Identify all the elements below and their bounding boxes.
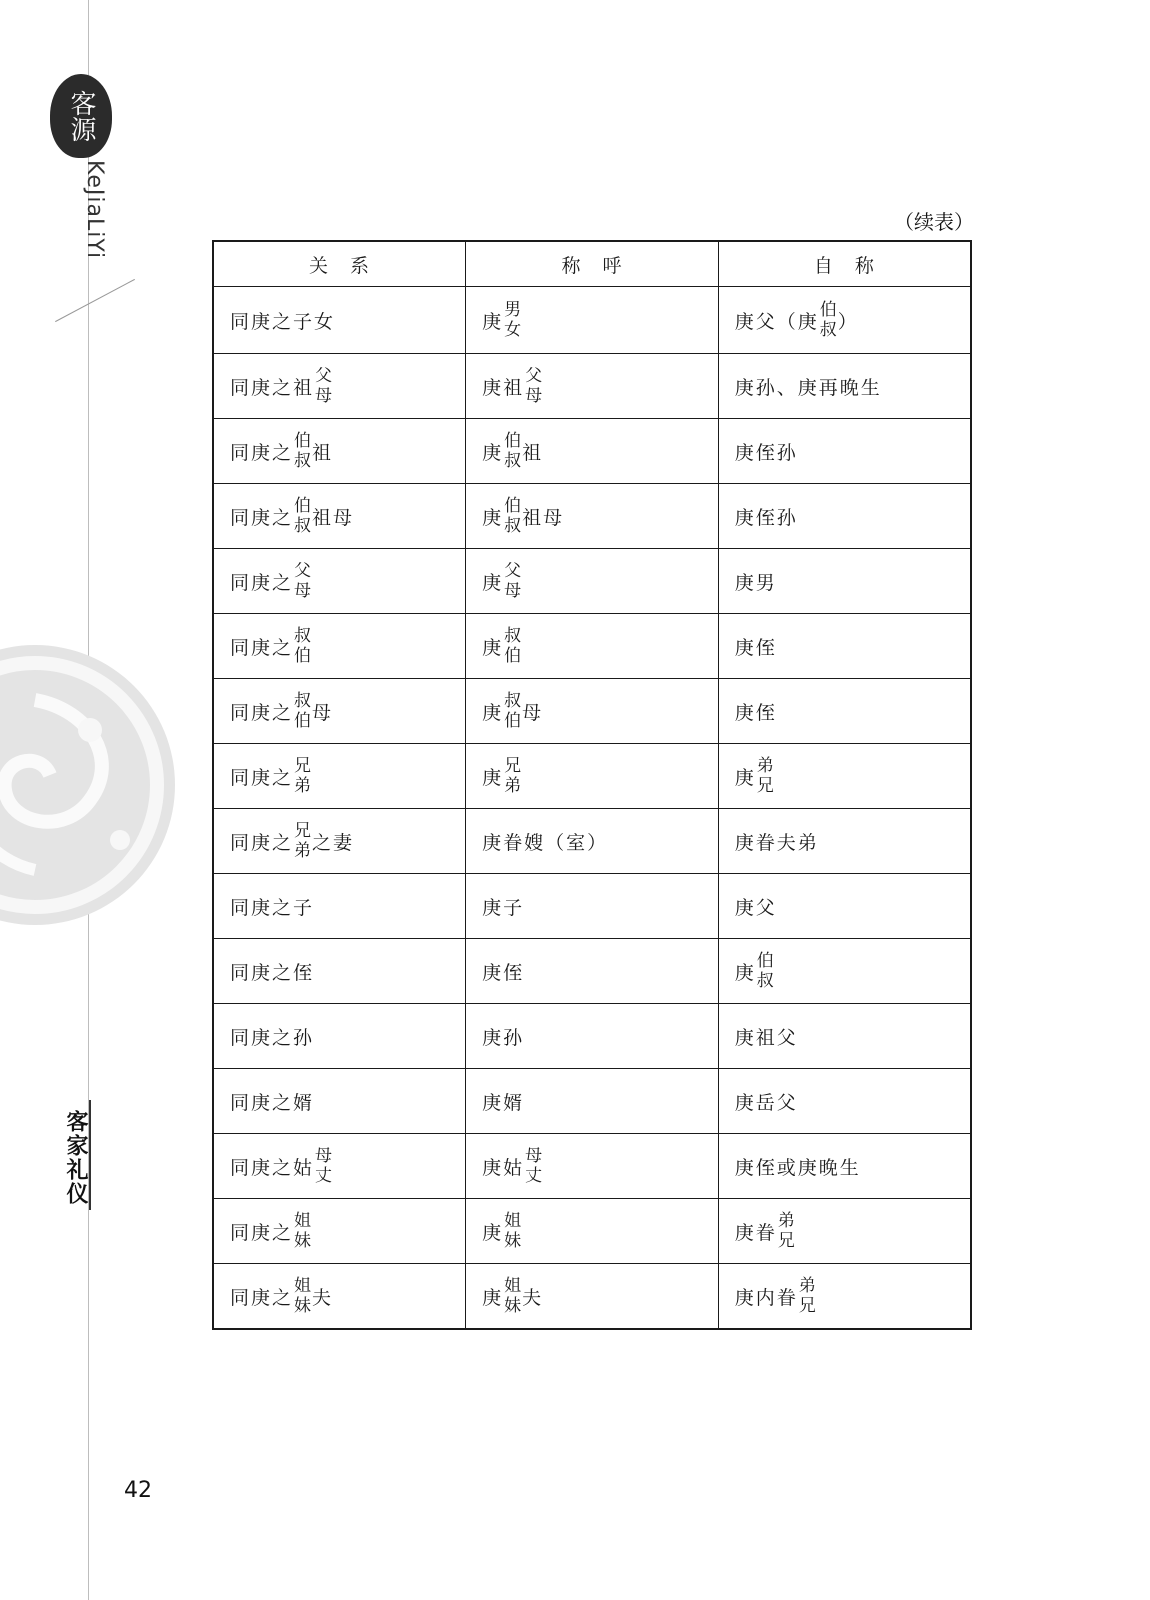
text-tail: 母: [522, 701, 544, 724]
cell-text: [230, 1088, 314, 1115]
cell-text: [482, 1211, 522, 1251]
stacked-top: 伯: [504, 496, 522, 516]
cell-relation: [213, 484, 466, 549]
cell-relation: [213, 809, 466, 874]
text-lead: 庚岳父: [734, 1091, 798, 1114]
cell-address: [466, 614, 719, 679]
text-lead: 同庚之: [230, 571, 294, 594]
stacked-bottom: 妹: [294, 1231, 312, 1251]
cell-self-address: [718, 1069, 971, 1134]
cell-text: [735, 828, 819, 855]
text-lead: 庚: [482, 636, 504, 659]
cell-address: [466, 874, 719, 939]
cell-text: [230, 431, 333, 471]
kinship-table: [212, 240, 972, 1330]
stacked-alternatives: [294, 691, 311, 731]
stacked-top: 伯: [294, 496, 312, 516]
text-lead: 庚子: [482, 896, 525, 919]
cell-self-address: [718, 419, 971, 484]
cell-text: [735, 1153, 861, 1180]
stacked-alternatives: [294, 626, 311, 666]
stacked-bottom: 兄: [756, 776, 774, 796]
cell-self-address: [718, 809, 971, 874]
stacked-top: 弟: [756, 756, 774, 776]
cell-text: [482, 1088, 524, 1115]
cell-text: [735, 633, 777, 660]
cell-relation: [213, 1069, 466, 1134]
text-lead: 庚父（庚: [734, 310, 819, 333]
cell-text: [735, 503, 798, 530]
cell-text: [482, 958, 524, 985]
table-row: [213, 419, 971, 484]
stacked-alternatives: [294, 561, 311, 601]
cell-address: [466, 744, 719, 809]
text-lead: 庚父: [734, 896, 777, 919]
stacked-alternatives: [504, 1276, 521, 1316]
cell-self-address: [718, 874, 971, 939]
stacked-alternatives: [294, 431, 311, 471]
stacked-alternatives: [294, 1211, 311, 1251]
stacked-top: 弟: [777, 1211, 795, 1231]
stacked-alternatives: [820, 300, 837, 340]
continued-label: （续表）: [894, 210, 974, 234]
stacked-bottom: 女: [504, 320, 522, 340]
cell-text: [735, 1211, 796, 1251]
cell-relation: [213, 939, 466, 1004]
cell-text: [482, 366, 543, 406]
stacked-alternatives: [504, 496, 521, 536]
stacked-top: 姐: [504, 1276, 522, 1296]
stacked-bottom: 母: [315, 386, 333, 406]
text-lead: 同庚之侄: [230, 961, 315, 984]
text-lead: 同庚之子: [230, 896, 315, 919]
cell-text: [735, 698, 777, 725]
cell-self-address: [718, 744, 971, 809]
stacked-bottom: 叔: [294, 516, 312, 536]
table-row: [213, 614, 971, 679]
cell-self-address: [718, 679, 971, 744]
text-lead: 同庚之: [230, 1221, 294, 1244]
text-lead: 庚眷嫂（室）: [482, 831, 609, 854]
stacked-alternatives: [504, 561, 521, 601]
brand-vertical-text: KeJiaLiYi: [82, 160, 107, 260]
table-row: [213, 1004, 971, 1069]
cell-text: [230, 893, 314, 920]
cell-text: [482, 893, 524, 920]
text-tail: 祖母: [522, 506, 565, 529]
cell-text: [230, 691, 333, 731]
cell-address: [466, 419, 719, 484]
table-row: [213, 549, 971, 614]
text-lead: 同庚之孙: [230, 1026, 315, 1049]
text-lead: 庚祖父: [734, 1026, 798, 1049]
cell-self-address: [718, 287, 971, 354]
stacked-top: 父: [294, 561, 312, 581]
stacked-top: 兄: [294, 821, 312, 841]
cell-address: [466, 809, 719, 874]
stacked-alternatives: [294, 496, 311, 536]
cell-text: [230, 496, 354, 536]
stacked-top: 母: [315, 1146, 333, 1166]
stacked-top: 父: [525, 366, 543, 386]
stacked-alternatives: [525, 1146, 542, 1186]
text-lead: 庚男: [734, 571, 777, 594]
stacked-bottom: 弟: [294, 841, 312, 861]
text-lead: 同庚之: [230, 1286, 294, 1309]
cell-text: [482, 1146, 543, 1186]
text-lead: 庚眷夫弟: [734, 831, 819, 854]
stacked-bottom: 兄: [777, 1231, 795, 1251]
stacked-top: 伯: [756, 951, 774, 971]
stacked-top: 伯: [504, 431, 522, 451]
cell-text: [230, 561, 312, 601]
text-lead: 庚婿: [482, 1091, 525, 1114]
text-lead: 庚: [482, 310, 504, 333]
stacked-alternatives: [757, 756, 774, 796]
cell-relation: [213, 549, 466, 614]
text-lead: 庚侄: [734, 701, 777, 724]
text-lead: 同庚之婿: [230, 1091, 315, 1114]
stacked-top: 父: [504, 561, 522, 581]
header-address: 称呼: [466, 241, 719, 287]
stacked-bottom: 母: [504, 581, 522, 601]
cell-address: [466, 354, 719, 419]
cell-self-address: [718, 1004, 971, 1069]
text-lead: 庚孙: [482, 1026, 525, 1049]
stacked-top: 叔: [294, 691, 312, 711]
cell-self-address: [718, 1134, 971, 1199]
cell-address: [466, 1264, 719, 1330]
decorative-medallion: [0, 640, 180, 930]
table-row: [213, 354, 971, 419]
text-tail: 之妻: [312, 831, 355, 854]
cell-text: [735, 300, 859, 340]
text-lead: 庚孙、庚再晚生: [734, 376, 882, 399]
cell-self-address: [718, 484, 971, 549]
stacked-top: 男: [504, 300, 522, 320]
brand-divider: [55, 279, 135, 322]
table-row: [213, 874, 971, 939]
book-title: 客家礼仪: [63, 1110, 88, 1206]
text-tail: 夫: [312, 1286, 334, 1309]
text-lead: 庚侄或庚晚生: [734, 1156, 861, 1179]
cell-text: [482, 496, 564, 536]
cell-text: [230, 1146, 333, 1186]
text-lead: 同庚之: [230, 636, 294, 659]
logo-seal: 客源: [50, 74, 112, 158]
page-number: 42: [124, 1478, 152, 1503]
cell-relation: [213, 287, 466, 354]
cell-text: [735, 438, 798, 465]
cell-text: [230, 1023, 314, 1050]
text-tail: 祖: [312, 441, 334, 464]
cell-address: [466, 939, 719, 1004]
cell-text: [482, 1276, 543, 1316]
cell-address: [466, 1069, 719, 1134]
stacked-top: 伯: [294, 431, 312, 451]
cell-text: [735, 893, 777, 920]
text-lead: 庚: [734, 766, 756, 789]
cell-text: [735, 1023, 798, 1050]
table-row: [213, 1134, 971, 1199]
text-tail: 祖: [522, 441, 544, 464]
cell-text: [230, 1211, 312, 1251]
stacked-alternatives: [294, 1276, 311, 1316]
cell-text: [735, 1088, 798, 1115]
cell-relation: [213, 1199, 466, 1264]
stacked-bottom: 母: [294, 581, 312, 601]
stacked-top: 姐: [504, 1211, 522, 1231]
cell-text: [482, 626, 522, 666]
text-lead: 庚姑: [482, 1156, 525, 1179]
cell-text: [482, 691, 543, 731]
stacked-bottom: 兄: [798, 1296, 816, 1316]
table-row: [213, 484, 971, 549]
text-lead: 庚: [482, 571, 504, 594]
text-lead: 庚: [482, 1286, 504, 1309]
stacked-bottom: 伯: [504, 711, 522, 731]
text-lead: 同庚之: [230, 831, 294, 854]
header-self-address: 自称: [718, 241, 971, 287]
stacked-alternatives: [525, 366, 542, 406]
table-row: [213, 1199, 971, 1264]
text-lead: 庚侄孙: [734, 506, 798, 529]
stacked-top: 姐: [294, 1276, 312, 1296]
stacked-alternatives: [294, 821, 311, 861]
cell-relation: [213, 419, 466, 484]
text-lead: 同庚之祖: [230, 376, 315, 399]
text-lead: 同庚之子女: [230, 310, 336, 333]
header-relation: 关系: [213, 241, 466, 287]
text-lead: 庚: [482, 441, 504, 464]
stacked-bottom: 伯: [504, 646, 522, 666]
stacked-bottom: 丈: [525, 1166, 543, 1186]
stacked-alternatives: [778, 1211, 795, 1251]
text-lead: 庚侄: [482, 961, 525, 984]
stacked-alternatives: [504, 756, 521, 796]
text-tail: 母: [312, 701, 334, 724]
cell-self-address: [718, 1264, 971, 1330]
cell-text: [482, 561, 522, 601]
text-lead: 庚侄孙: [734, 441, 798, 464]
stacked-top: 兄: [294, 756, 312, 776]
cell-address: [466, 549, 719, 614]
cell-text: [230, 821, 354, 861]
text-lead: 同庚之: [230, 441, 294, 464]
table-row: [213, 287, 971, 354]
stacked-bottom: 弟: [294, 776, 312, 796]
stacked-bottom: 叔: [756, 971, 774, 991]
cell-self-address: [718, 549, 971, 614]
cell-text: [735, 568, 777, 595]
stacked-top: 叔: [294, 626, 312, 646]
stacked-top: 兄: [504, 756, 522, 776]
text-tail: 祖母: [312, 506, 355, 529]
stacked-bottom: 母: [525, 386, 543, 406]
stacked-bottom: 丈: [315, 1166, 333, 1186]
stacked-top: 父: [315, 366, 333, 386]
text-lead: 庚侄: [734, 636, 777, 659]
stacked-top: 姐: [294, 1211, 312, 1231]
table-body: [213, 287, 971, 1330]
cell-text: [230, 1276, 333, 1316]
cell-relation: [213, 1264, 466, 1330]
table-header-row: [213, 241, 971, 287]
text-lead: 同庚之: [230, 766, 294, 789]
stacked-alternatives: [757, 951, 774, 991]
text-lead: 庚: [734, 961, 756, 984]
cell-text: [230, 307, 335, 334]
cell-text: [230, 626, 312, 666]
cell-text: [735, 951, 775, 991]
stacked-alternatives: [504, 691, 521, 731]
stacked-bottom: 伯: [294, 646, 312, 666]
cell-text: [482, 1023, 524, 1050]
cell-text: [230, 756, 312, 796]
text-tail: ）: [837, 310, 859, 333]
cell-text: [735, 373, 882, 400]
stacked-top: 叔: [504, 691, 522, 711]
cell-relation: [213, 874, 466, 939]
cell-relation: [213, 1004, 466, 1069]
cell-text: [230, 366, 333, 406]
cell-relation: [213, 614, 466, 679]
cell-address: [466, 484, 719, 549]
table-row: [213, 939, 971, 1004]
table-row: [213, 679, 971, 744]
text-lead: 庚祖: [482, 376, 525, 399]
cell-relation: [213, 744, 466, 809]
stacked-top: 叔: [504, 626, 522, 646]
stacked-bottom: 叔: [504, 451, 522, 471]
stacked-top: 伯: [819, 300, 837, 320]
stacked-bottom: 妹: [504, 1231, 522, 1251]
stacked-alternatives: [799, 1276, 816, 1316]
cell-text: [482, 756, 522, 796]
cell-self-address: [718, 354, 971, 419]
stacked-bottom: 弟: [504, 776, 522, 796]
cell-relation: [213, 679, 466, 744]
stacked-bottom: 妹: [294, 1296, 312, 1316]
cell-address: [466, 1004, 719, 1069]
cell-self-address: [718, 614, 971, 679]
stacked-alternatives: [315, 1146, 332, 1186]
cell-relation: [213, 1134, 466, 1199]
cell-text: [482, 431, 543, 471]
text-tail: 夫: [522, 1286, 544, 1309]
stacked-alternatives: [504, 1211, 521, 1251]
stacked-alternatives: [504, 626, 521, 666]
stacked-alternatives: [504, 300, 521, 340]
stacked-bottom: 叔: [504, 516, 522, 536]
cell-address: [466, 1134, 719, 1199]
stacked-alternatives: [504, 431, 521, 471]
cell-text: [735, 1276, 817, 1316]
table-row: [213, 1264, 971, 1330]
stacked-bottom: 妹: [504, 1296, 522, 1316]
stacked-bottom: 叔: [819, 320, 837, 340]
cell-address: [466, 1199, 719, 1264]
cell-text: [482, 828, 608, 855]
cell-self-address: [718, 1199, 971, 1264]
text-lead: 庚: [482, 506, 504, 529]
cell-address: [466, 287, 719, 354]
cell-text: [735, 756, 775, 796]
text-lead: 庚内眷: [734, 1286, 798, 1309]
stacked-alternatives: [315, 366, 332, 406]
cell-text: [230, 958, 314, 985]
text-lead: 庚: [482, 701, 504, 724]
table-row: [213, 809, 971, 874]
text-lead: 同庚之: [230, 506, 294, 529]
table-row: [213, 1069, 971, 1134]
text-lead: 庚眷: [734, 1221, 777, 1244]
cell-self-address: [718, 939, 971, 1004]
stacked-bottom: 伯: [294, 711, 312, 731]
text-lead: 庚: [482, 1221, 504, 1244]
cell-text: [482, 300, 522, 340]
cell-address: [466, 679, 719, 744]
stacked-top: 母: [525, 1146, 543, 1166]
text-lead: 庚: [482, 766, 504, 789]
text-lead: 同庚之姑: [230, 1156, 315, 1179]
cell-relation: [213, 354, 466, 419]
stacked-top: 弟: [798, 1276, 816, 1296]
stacked-alternatives: [294, 756, 311, 796]
stacked-bottom: 叔: [294, 451, 312, 471]
text-lead: 同庚之: [230, 701, 294, 724]
table-row: [213, 744, 971, 809]
